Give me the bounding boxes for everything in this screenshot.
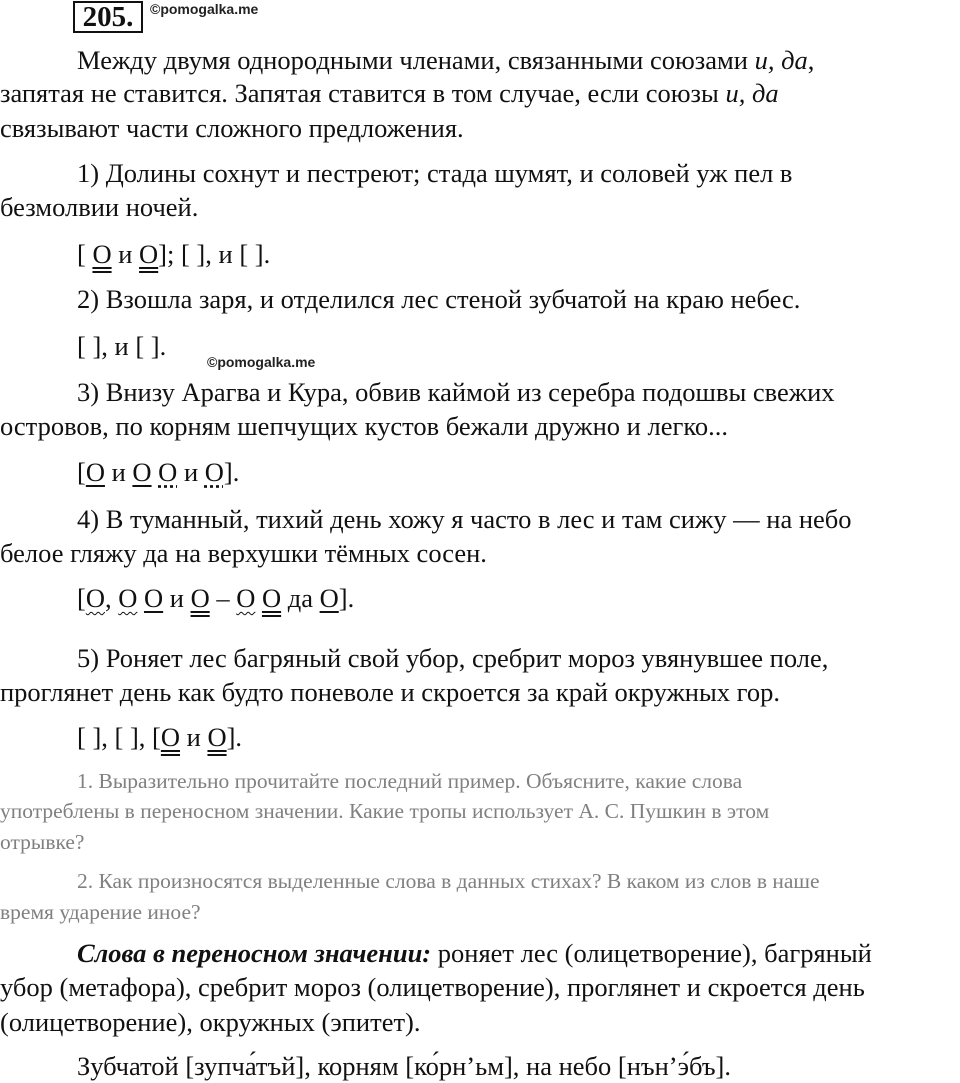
task-2-line-1: 2. Как произносятся выделенные слова в данных стихах? В каком из слов в наше	[77, 869, 820, 893]
predicate-marker: О	[207, 722, 227, 752]
example-4-line-2: белое гляжу да на верхушки тёмных сосен.	[0, 538, 487, 568]
watermark: ©pomogalka.me	[207, 354, 316, 370]
italic-conjunctions: и, да	[754, 45, 808, 75]
example-1-line-2: безмолвии ночей.	[0, 192, 199, 222]
scheme-3: [О и О О и О].	[77, 457, 240, 487]
answer-heading: Слова в переносном значении:	[77, 938, 432, 968]
circumstance-marker: О	[158, 457, 178, 487]
scheme-4: [О, О О и О – О О да О].	[77, 583, 355, 613]
task-2-line-2: время ударение иное?	[0, 900, 201, 924]
predicate-marker: О	[261, 583, 282, 613]
attribute-marker: О	[236, 583, 256, 613]
attribute-marker: О	[85, 583, 105, 613]
predicate-marker: О	[92, 239, 112, 269]
example-1-line-1: 1) Долины сохнут и пестреют; стада шумят, и соловей уж пел в	[77, 158, 793, 188]
predicate-marker: О	[139, 239, 159, 269]
example-5-line-1: 5) Роняет лес багряный свой убор, сребрит мороз увянувшее поле,	[77, 643, 829, 673]
example-3-line-1: 3) Внизу Арагва и Кура, обвив каймой из серебра подошвы свежих	[77, 377, 835, 407]
rule-line-2: запятая не ставится. Запятая ставится в том случае, если союзы и, да	[0, 78, 779, 108]
example-5-line-2: проглянет день как будто поневоле и скроется за край окружных гор.	[0, 677, 780, 707]
rule-line-3: связывают части сложного предложения.	[0, 113, 464, 143]
task-1-line-1: 1. Выразительно прочитайте последний пример. Объясните, какие слова	[77, 769, 743, 793]
object-marker: О	[319, 583, 339, 613]
exercise-number: 205.	[73, 1, 143, 33]
example-4-line-1: 4) В туманный, тихий день хожу я часто в лес и там сижу — на небо	[77, 504, 852, 534]
watermark: ©pomogalka.me	[150, 1, 259, 17]
example-3-line-2: островов, по корням шепчущих кустов бежали дружно и легко...	[0, 411, 728, 441]
scheme-5: [ ], [ ], [О и О].	[77, 722, 243, 752]
subject-marker: О	[85, 457, 105, 487]
answer-line-2: убор (метафора), сребрит мороз (олицетворение), проглянет и скроется день	[0, 972, 865, 1002]
answer-line-1: Слова в переносном значении: роняет лес (олицетворение), багряный	[77, 938, 872, 968]
subject-marker: О	[132, 457, 152, 487]
example-2-line-1: 2) Взошла заря, и отделился лес стеной зубчатой на краю небес.	[77, 284, 801, 314]
subject-marker: О	[143, 583, 164, 613]
task-1-line-2: употреблены в переносном значении. Какие тропы использует А. С. Пушкин в этом	[0, 799, 770, 823]
attribute-marker: О	[118, 583, 138, 613]
answer-line-4: Зубчатой [зупча́тъй], корням [ко́рн’ьм], на небо [нън’э́бъ].	[77, 1051, 731, 1081]
predicate-marker: О	[190, 583, 210, 613]
rule-line-1: Между двумя однородными членами, связанными союзами и, да,	[77, 45, 815, 75]
predicate-marker: О	[160, 722, 181, 752]
italic-conjunctions: и, да	[725, 78, 779, 108]
task-1-line-3: отрывке?	[0, 830, 85, 854]
answer-line-3: (олицетворение), окружных (эпитет).	[0, 1007, 421, 1037]
scheme-2: [ ], и [ ].	[77, 331, 167, 361]
scheme-1: [ О и О]; [ ], и [ ].	[77, 239, 271, 269]
circumstance-marker: О	[204, 457, 224, 487]
